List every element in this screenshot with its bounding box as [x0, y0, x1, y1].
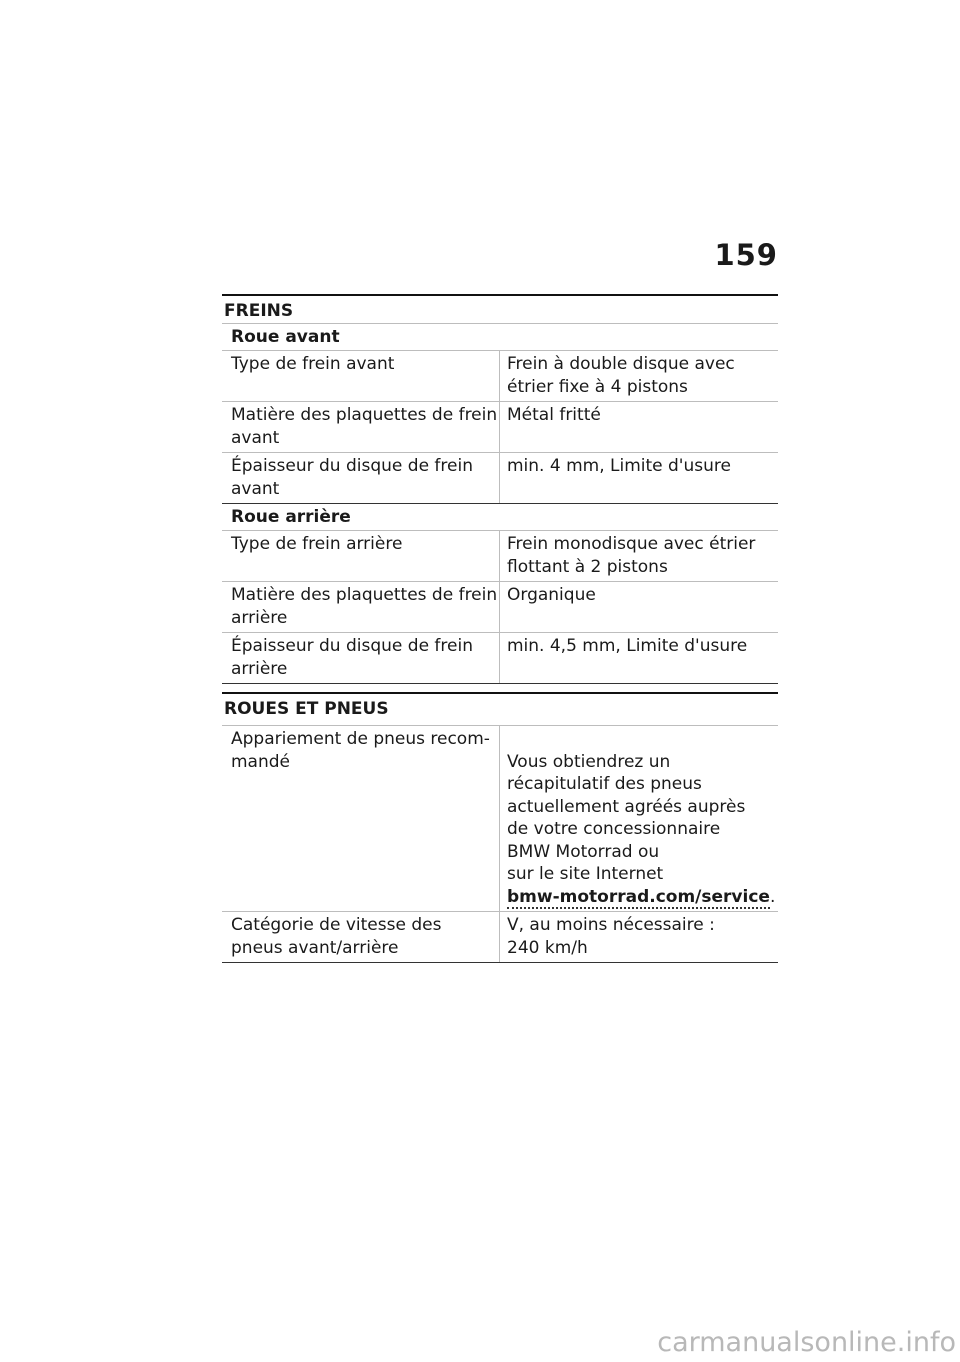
link-suffix: . — [769, 886, 776, 907]
row-value — [500, 726, 778, 911]
table-row — [222, 402, 778, 453]
row-label: Appariement de pneus recom- mandé — [222, 726, 500, 911]
row-label: Épaisseur du disque de frein avant — [222, 453, 500, 503]
table-row — [222, 726, 778, 912]
watermark: carmanualsonline.info — [657, 1327, 956, 1358]
row-label: Catégorie de vitesse des pneus avant/arrière — [222, 912, 500, 962]
row-value: min. 4 mm, Limite d'usure — [507, 456, 731, 476]
row-label: Type de frein arrière — [222, 531, 500, 581]
row-label: Matière des plaquettes de frein arrière — [222, 582, 500, 632]
page-number: 159 — [714, 238, 778, 272]
row-label: Épaisseur du disque de frein arrière — [222, 633, 500, 683]
table-row — [222, 351, 778, 402]
row-value: Organique — [507, 585, 596, 605]
table-row — [222, 582, 778, 633]
freins-section — [222, 294, 778, 684]
row-value: Frein à double disque avec étrier fixe à 4 pistons — [507, 354, 735, 397]
pairing-text: Vous obtiendrez un récapitulatif des pneus actuellement agréés auprès de votre concessionnaire BMW Motorrad ou sur le site Internet — [507, 751, 746, 884]
row-label: Type de frein avant — [222, 351, 500, 401]
section-title-freins: FREINS — [222, 294, 778, 324]
roues-section — [222, 692, 778, 963]
row-value: V, au moins nécessaire : 240 km/h — [507, 915, 715, 958]
subsection-title-front: Roue avant — [222, 324, 778, 351]
table-row — [222, 531, 778, 582]
row-label: Matière des plaquettes de frein avant — [222, 402, 500, 452]
table-row — [222, 633, 778, 684]
section-title-roues: ROUES ET PNEUS — [222, 692, 778, 726]
table-row — [222, 912, 778, 963]
row-value: Métal fritté — [507, 405, 601, 425]
subsection-title-rear: Roue arrière — [222, 504, 778, 531]
table-row — [222, 453, 778, 504]
row-value: min. 4,5 mm, Limite d'usure — [507, 636, 748, 656]
service-link[interactable]: bmw-motorrad.com/service — [507, 886, 770, 907]
row-value: Frein monodisque avec étrier flottant à 2 pistons — [507, 534, 756, 577]
